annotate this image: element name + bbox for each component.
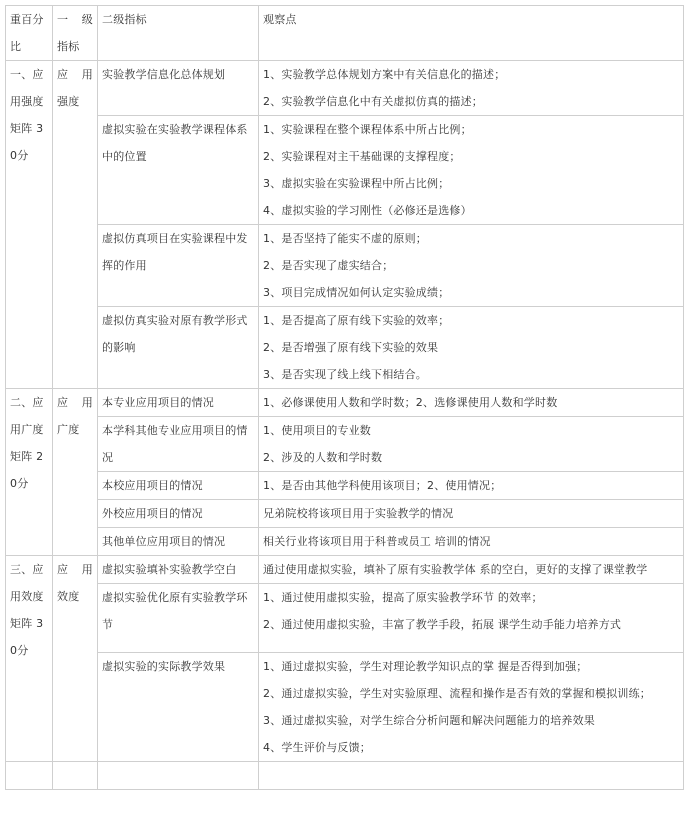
observation-cell <box>259 417 684 472</box>
empty-cell <box>53 762 98 790</box>
table-row <box>6 472 684 500</box>
header-level1: 一 级指标 <box>53 6 98 61</box>
observation-item: 2、涉及的人数和学时数 <box>263 451 383 464</box>
level2-cell: 虚拟实验的实际教学效果 <box>98 653 259 762</box>
table-body <box>6 6 684 790</box>
level2-cell: 虚拟实验填补实验教学空白 <box>98 556 259 584</box>
empty-cell <box>98 762 259 790</box>
observation-item: 3、是否实现了线上线下相结合。 <box>263 368 427 381</box>
level1-cell: 应 用广度 <box>53 389 98 556</box>
level1-cell: 应 用效度 <box>53 556 98 762</box>
observation-item: 3、项目完成情况如何认定实验成绩； <box>263 286 450 299</box>
table-row <box>6 417 684 472</box>
evaluation-table <box>5 5 684 790</box>
observation-cell <box>259 61 684 116</box>
observation-cell <box>259 584 684 653</box>
weight-cell: 三、应用效度矩阵 30分 <box>6 556 53 762</box>
table-row <box>6 584 684 653</box>
level2-cell: 本学科其他专业应用项目的情况 <box>98 417 259 472</box>
observation-cell <box>259 556 684 584</box>
header-observation: 观察点 <box>259 6 684 61</box>
observation-item: 4、学生评价与反馈； <box>263 741 371 754</box>
level2-cell: 虚拟仿真实验对原有教学形式的影响 <box>98 307 259 389</box>
observation-item: 兄弟院校将该项目用于实验教学的情况 <box>263 507 454 520</box>
level2-cell: 虚拟仿真项目在实验课程中发挥的作用 <box>98 225 259 307</box>
observation-cell <box>259 307 684 389</box>
table-row-partial <box>6 762 684 790</box>
observation-cell <box>259 653 684 762</box>
table-row <box>6 653 684 762</box>
level2-cell: 本校应用项目的情况 <box>98 472 259 500</box>
observation-item: 1、实验课程在整个课程体系中所占比例； <box>263 123 472 136</box>
observation-item: 2、实验课程对主干基础课的支撑程度； <box>263 150 461 163</box>
level2-cell: 其他单位应用项目的情况 <box>98 528 259 556</box>
level2-cell: 虚拟实验在实验教学课程体系中的位置 <box>98 116 259 225</box>
observation-cell <box>259 500 684 528</box>
observation-cell <box>259 225 684 307</box>
observation-item: 1、必修课使用人数和学时数；2、选修课使用人数和学时数 <box>263 396 558 409</box>
observation-item: 2、通过虚拟实验，学生对实验原理、流程和操作是否有效的掌握和模拟训练； <box>263 687 651 700</box>
observation-item: 4、虚拟实验的学习刚性（必修还是选修） <box>263 204 472 217</box>
weight-cell: 一、应用强度矩阵 30分 <box>6 61 53 389</box>
observation-item: 通过使用虚拟实验，填补了原有实验教学体 系的空白，更好的支撑了课堂教学 <box>263 563 648 576</box>
observation-item: 2、实验教学信息化中有关虚拟仿真的描述； <box>263 95 483 108</box>
observation-item: 1、通过虚拟实验，学生对理论教学知识点的掌 握是否得到加强； <box>263 660 588 673</box>
header-row <box>6 6 684 61</box>
observation-item: 1、是否坚持了能实不虚的原则； <box>263 232 427 245</box>
observation-item: 相关行业将该项目用于科普或员工 培训的情况 <box>263 535 491 548</box>
level1-cell: 应 用强度 <box>53 61 98 389</box>
observation-item: 1、是否由其他学科使用该项目；2、使用情况； <box>263 479 502 492</box>
observation-cell <box>259 528 684 556</box>
header-weight: 重百分比 <box>6 6 53 61</box>
observation-cell <box>259 116 684 225</box>
table-row <box>6 556 684 584</box>
observation-item: 3、虚拟实验在实验课程中所占比例； <box>263 177 450 190</box>
table-row <box>6 225 684 307</box>
observation-cell <box>259 389 684 417</box>
level2-cell: 虚拟实验优化原有实验教学环节 <box>98 584 259 653</box>
observation-item: 2、通过使用虚拟实验，丰富了教学手段，拓展 课学生动手能力培养方式 <box>263 618 622 631</box>
observation-item: 1、是否提高了原有线下实验的效率； <box>263 314 450 327</box>
table-row <box>6 116 684 225</box>
table-row <box>6 500 684 528</box>
observation-item: 1、实验教学总体规划方案中有关信息化的描述； <box>263 68 506 81</box>
observation-item: 1、使用项目的专业数 <box>263 424 371 437</box>
level2-cell: 实验教学信息化总体规划 <box>98 61 259 116</box>
observation-item: 3、通过虚拟实验，对学生综合分析问题和解决问题能力的培养效果 <box>263 714 595 727</box>
observation-item: 2、是否增强了原有线下实验的效果 <box>263 341 439 354</box>
table-row <box>6 528 684 556</box>
empty-cell <box>259 762 684 790</box>
level2-cell: 本专业应用项目的情况 <box>98 389 259 417</box>
table-row <box>6 61 684 116</box>
empty-cell <box>6 762 53 790</box>
observation-cell <box>259 472 684 500</box>
observation-item: 1、通过使用虚拟实验，提高了原实验教学环节 的效率； <box>263 591 543 604</box>
observation-item: 2、是否实现了虚实结合； <box>263 259 394 272</box>
table-row <box>6 389 684 417</box>
header-level2: 二级指标 <box>98 6 259 61</box>
level2-cell: 外校应用项目的情况 <box>98 500 259 528</box>
table-row <box>6 307 684 389</box>
weight-cell: 二、应用广度矩阵 20分 <box>6 389 53 556</box>
